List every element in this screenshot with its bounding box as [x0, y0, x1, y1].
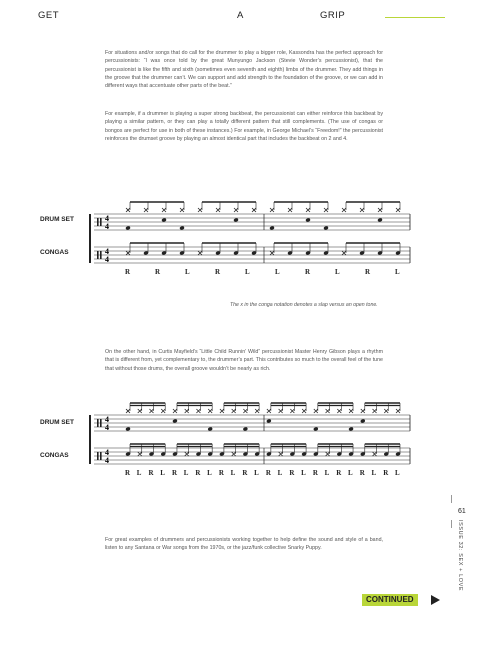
sticking-letter: R	[148, 469, 154, 477]
hihat-note	[185, 409, 189, 413]
hihat-note	[196, 409, 200, 413]
drum-clef-bar	[97, 419, 99, 427]
sticking-letter: L	[275, 268, 280, 276]
continued-arrow-icon	[431, 595, 440, 605]
paragraph-2: For example, if a drummer is playing a super strong backbeat, the percussionist can either reinforce this backbeat by playing a similar pattern, or they can play a totally different pattern that still complements. (The use of congas or bongos are perfect for use in both of these instances.) For example, in George Michael’s “Freedom!” the percussionist reinforces the drumset groove by playing an almost identical part that includes the backbeat on 2 and 4.	[105, 111, 383, 142]
hihat-note	[270, 208, 274, 212]
hihat-note	[288, 208, 292, 212]
sticking-letter: R	[155, 268, 161, 276]
sticking-letter: L	[230, 469, 236, 477]
sticking-letter: R	[289, 469, 295, 477]
hihat-note	[279, 409, 283, 413]
sticking-letter: L	[335, 268, 340, 276]
hihat-note	[198, 208, 202, 212]
bass-drum-note	[125, 226, 130, 231]
conga-time-sig-bottom: 4	[105, 456, 109, 465]
sticking-letter: L	[395, 469, 400, 477]
hihat-note	[216, 208, 220, 212]
sticking-letter: L	[395, 268, 400, 276]
sticking-letter: R	[218, 469, 224, 477]
conga-slap-note	[342, 251, 346, 255]
sticking-letter: L	[301, 469, 306, 477]
hihat-note	[208, 409, 212, 413]
snare-note	[305, 218, 310, 223]
hihat-note	[220, 409, 224, 413]
sticking-letter: R	[336, 469, 342, 477]
sticking-letter: L	[160, 469, 165, 477]
conga-time-sig-bottom: 4	[105, 255, 109, 264]
hihat-note	[126, 208, 130, 212]
hihat-note	[337, 409, 341, 413]
sticking-letter: R	[125, 469, 131, 477]
drum-time-sig-top: 4	[105, 214, 109, 223]
paragraph-1: For situations and/or songs that do call for the drummer to play a bigger role, Kassondra has the perfect approach for percussionists: “I was once told by the great Munyungo Jackson (Stevie Wonder’s percussionist), that the percussionist is like the fifth and sixth (sometimes even seventh and eighth) limbs of the drummer. They add things in the groove that the drummer can’t. We can support and add strength to the foundation of the groove, or we can add in different ways that accentuate other parts of the beat.”	[105, 50, 383, 90]
page-number: 61	[458, 508, 466, 515]
hihat-note	[161, 409, 165, 413]
sticking-letter: L	[183, 469, 189, 477]
sticking-letter: R	[365, 268, 371, 276]
conga-slap-note	[198, 251, 202, 255]
hihat-note	[144, 208, 148, 212]
sticking-letter: L	[185, 268, 190, 276]
conga-slap-note	[185, 452, 189, 456]
bass-drum-note	[269, 226, 274, 231]
hihat-note	[349, 409, 353, 413]
hihat-note	[324, 208, 328, 212]
hihat-note	[360, 208, 364, 212]
hihat-note	[396, 409, 400, 413]
sticking-letter: L	[245, 268, 250, 276]
header-accent-line	[385, 17, 445, 18]
sidebar-divider-mid	[451, 520, 452, 528]
drum-clef-bar	[100, 419, 102, 427]
score2-congas-label: CONGAS	[40, 452, 69, 459]
score1-notation	[0, 192, 485, 282]
paragraph-4: For great examples of drummers and percussionists working together to help define the sound and style of a band, listen to any Santana or War songs from the 1970s, or the jazz/funk collective Snarky Puppy.	[105, 537, 383, 552]
conga-slap-note	[126, 251, 130, 255]
snare-note	[377, 218, 382, 223]
sticking-letter: R	[171, 469, 178, 477]
hihat-note	[126, 409, 130, 413]
drum-clef-bar	[100, 218, 102, 226]
hihat-note	[173, 409, 177, 413]
sticking-letter: L	[324, 469, 330, 477]
sticking-letter: R	[215, 268, 221, 276]
hihat-note	[232, 409, 236, 413]
score2-notation	[0, 395, 485, 490]
score1-caption: The x in the conga notation denotes a slap versus an open tone.	[230, 302, 378, 308]
score1-congas-label: CONGAS	[40, 249, 69, 256]
hihat-note	[361, 409, 365, 413]
hihat-note	[252, 208, 256, 212]
conga-clef-bar	[100, 452, 102, 460]
snare-note	[360, 419, 365, 424]
sticking-letter: R	[242, 469, 248, 477]
hihat-note	[373, 409, 377, 413]
drum-time-sig-top: 4	[105, 415, 109, 424]
hihat-note	[290, 409, 294, 413]
sticking-letter: R	[195, 469, 201, 477]
header-word-get: GET	[38, 10, 60, 21]
sticking-letter: R	[383, 469, 389, 477]
drum-time-sig-bottom: 4	[105, 423, 109, 432]
snare-note	[161, 218, 166, 223]
sticking-letter: L	[277, 469, 283, 477]
bass-drum-note	[348, 427, 353, 432]
header-word-grip: GRIP	[320, 10, 346, 21]
conga-slap-note	[270, 251, 274, 255]
bass-drum-note	[207, 427, 212, 432]
snare-note	[266, 419, 271, 424]
bass-drum-note	[323, 226, 328, 231]
bass-drum-note	[243, 427, 248, 432]
snare-note	[233, 218, 238, 223]
continued-label: CONTINUED	[362, 594, 418, 606]
bass-drum-note	[179, 226, 184, 231]
hihat-note	[243, 409, 247, 413]
score1-drumset-label: DRUM SET	[40, 216, 74, 223]
hihat-note	[378, 208, 382, 212]
conga-slap-note	[279, 452, 283, 456]
hihat-note	[314, 409, 318, 413]
conga-clef-bar	[97, 251, 99, 259]
hihat-note	[149, 409, 153, 413]
conga-clef-bar	[97, 452, 99, 460]
conga-slap-note	[373, 452, 377, 456]
sticking-letter: L	[207, 469, 212, 477]
hihat-note	[255, 409, 259, 413]
conga-slap-note	[138, 452, 142, 456]
conga-clef-bar	[100, 251, 102, 259]
paragraph-3: On the other hand, in Curtis Mayfield’s “Little Child Runnin’ Wild” percussionist Master Henry Gibson plays a rhythm that is different from, yet complementary to, the drummer’s part. This contributes so much to the overall feel of the tune that without those drums, the overall groove wouldn’t be nearly as rich.	[105, 349, 383, 372]
score2-drumset-label: DRUM SET	[40, 419, 74, 426]
bass-drum-note	[313, 427, 318, 432]
snare-note	[172, 419, 177, 424]
issue-label: ISSUE 32: SEX + LOVE	[457, 520, 463, 592]
hihat-note	[234, 208, 238, 212]
sticking-letter: R	[125, 268, 131, 276]
hihat-note	[342, 208, 346, 212]
sticking-letter: L	[371, 469, 377, 477]
sticking-letter: L	[254, 469, 259, 477]
drum-clef-bar	[97, 218, 99, 226]
sticking-letter: R	[359, 469, 365, 477]
sticking-letter: R	[265, 469, 271, 477]
conga-slap-note	[326, 452, 330, 456]
sidebar-divider-top	[451, 495, 452, 503]
hihat-note	[396, 208, 400, 212]
hihat-note	[267, 409, 271, 413]
conga-slap-note	[232, 452, 236, 456]
hihat-note	[138, 409, 142, 413]
hihat-note	[384, 409, 388, 413]
drum-time-sig-bottom: 4	[105, 222, 109, 231]
hihat-note	[180, 208, 184, 212]
sticking-letter: R	[305, 268, 311, 276]
hihat-note	[162, 208, 166, 212]
conga-time-sig-top: 4	[105, 247, 109, 256]
bass-drum-note	[125, 427, 130, 432]
sticking-letter: L	[136, 469, 142, 477]
conga-time-sig-top: 4	[105, 448, 109, 457]
sticking-letter: L	[348, 469, 353, 477]
hihat-note	[302, 409, 306, 413]
hihat-note	[306, 208, 310, 212]
header-word-a: A	[237, 10, 244, 21]
hihat-note	[326, 409, 330, 413]
sticking-letter: R	[312, 469, 318, 477]
